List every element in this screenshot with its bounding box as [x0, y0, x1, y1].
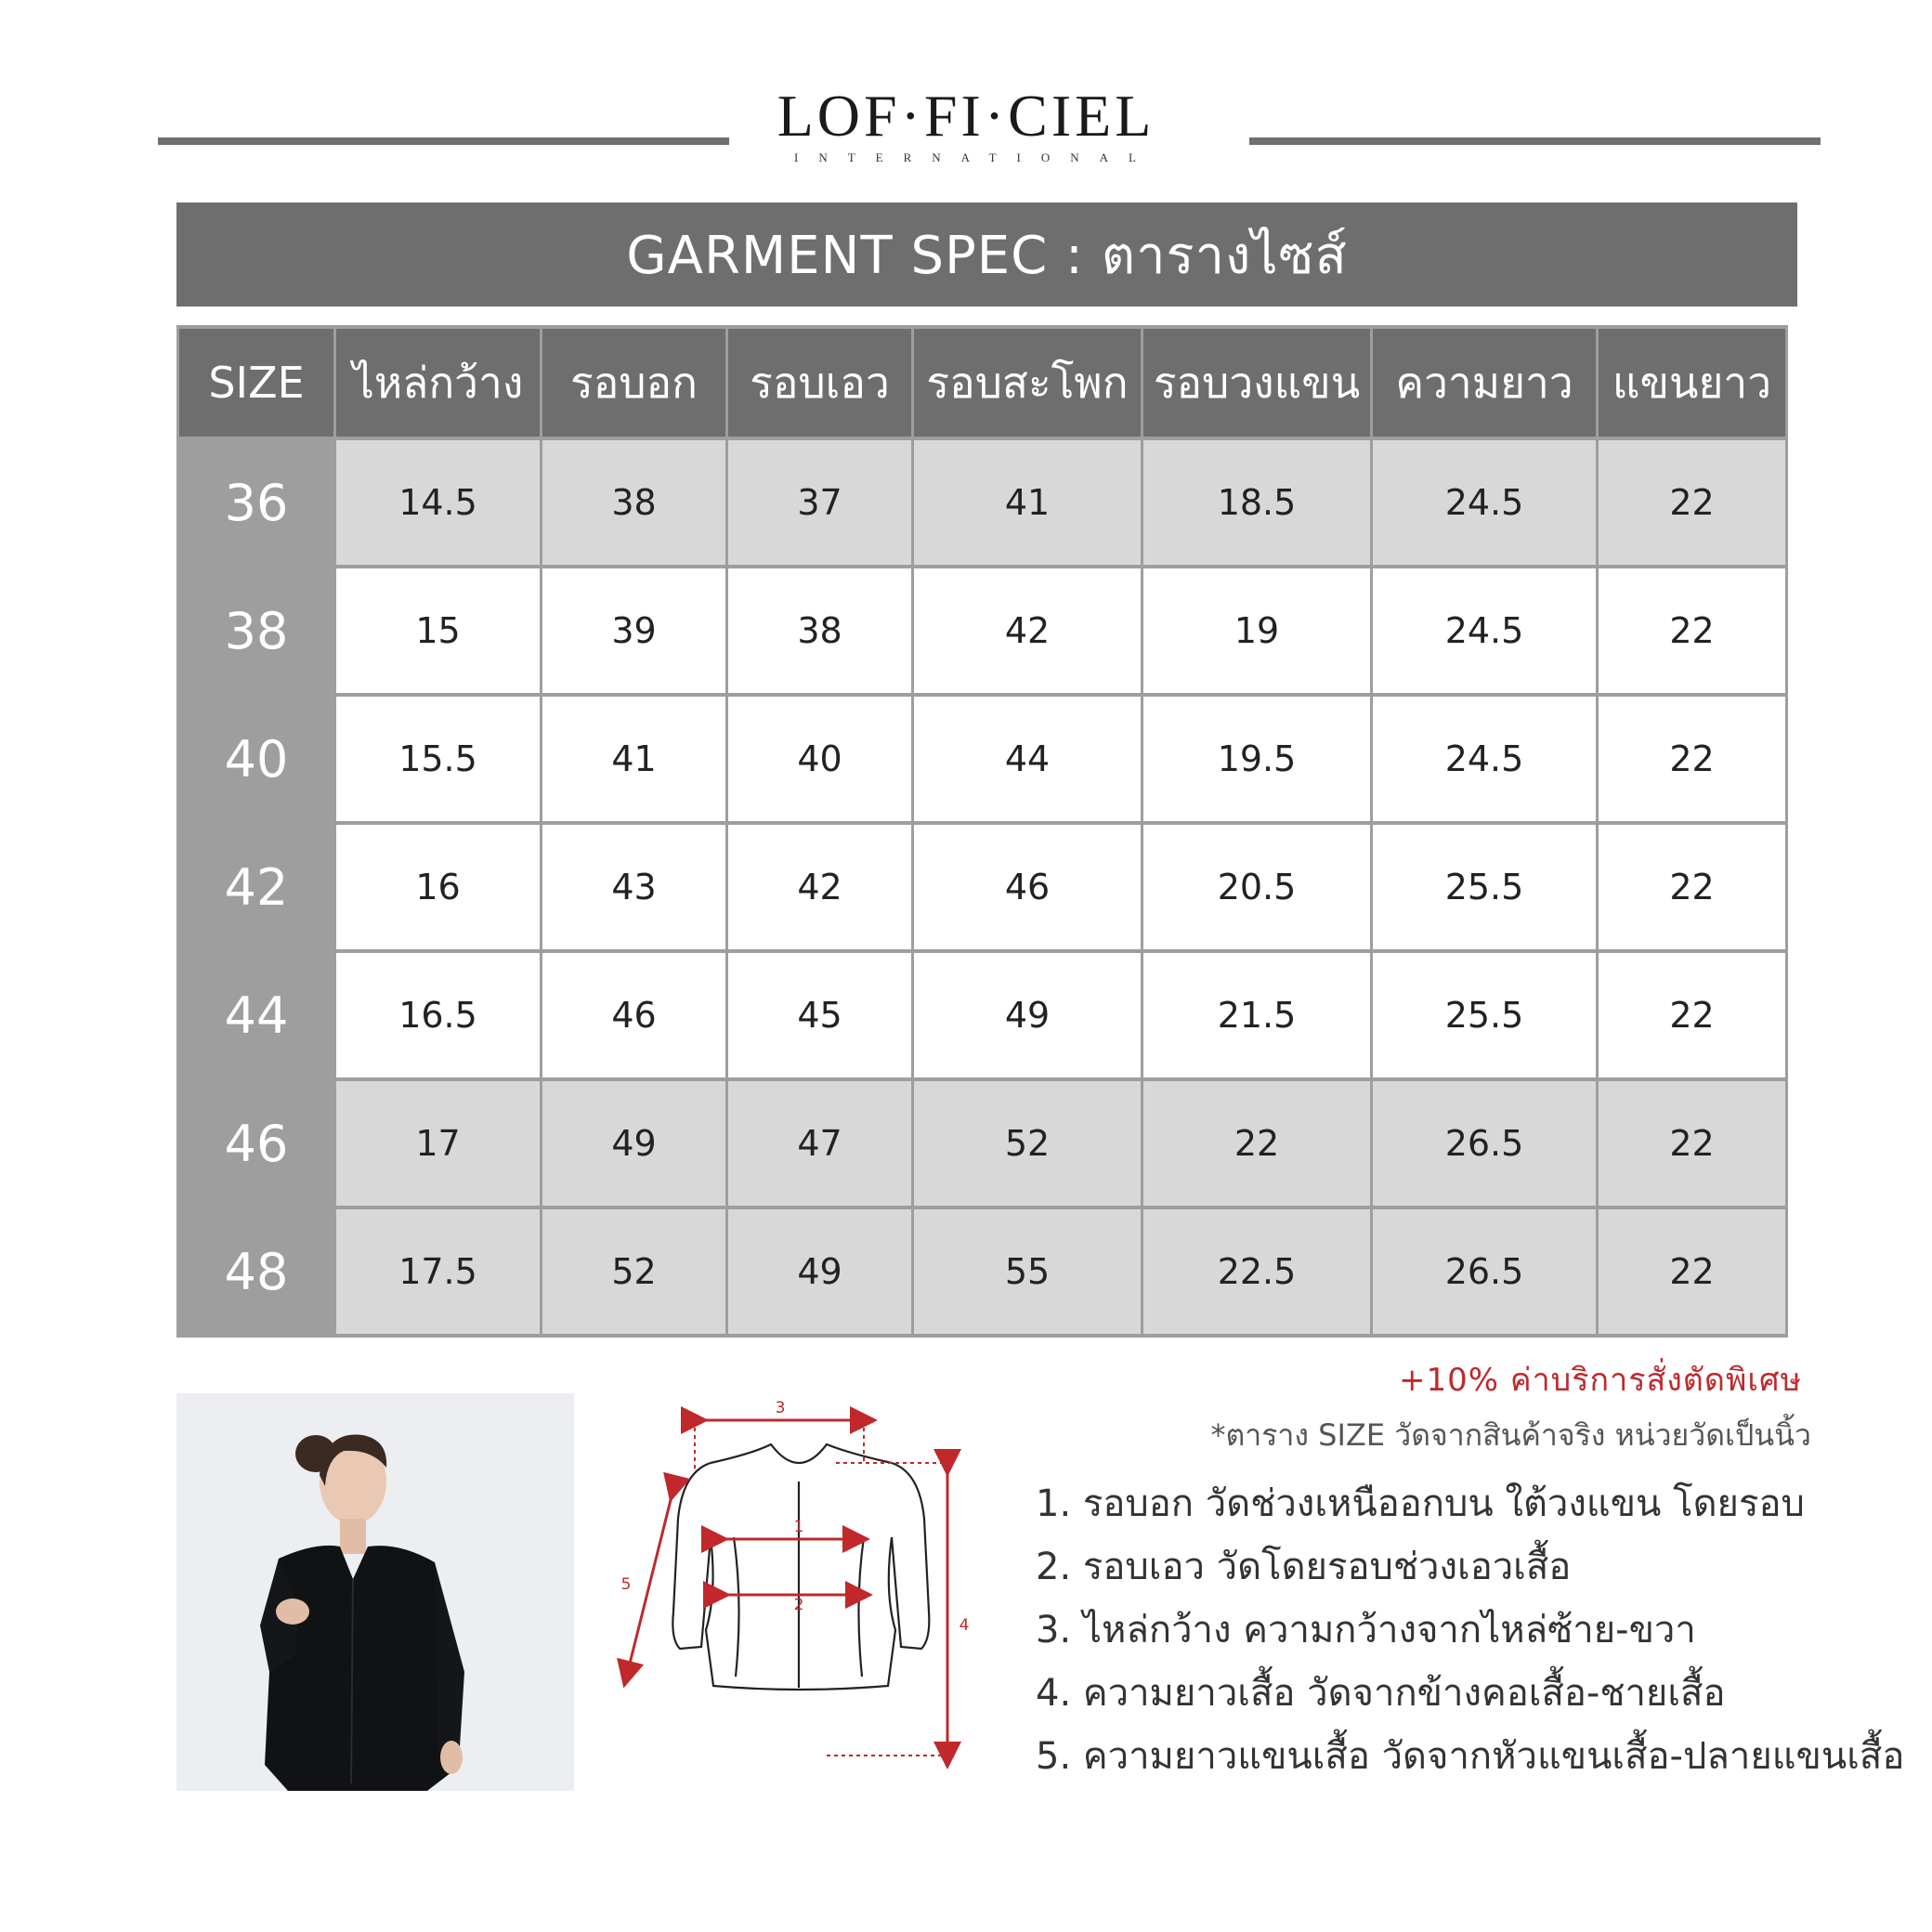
value-cell: 22: [1599, 1209, 1785, 1334]
model-photo: [176, 1393, 574, 1791]
header-rule-right: [1249, 137, 1821, 145]
value-cell: 17: [336, 1081, 540, 1206]
diagram-label-5: 5: [620, 1575, 632, 1594]
size-cell: 38: [179, 568, 333, 693]
measurement-notes: [1036, 1472, 1904, 1788]
value-cell: 52: [542, 1209, 725, 1334]
header-chest: รอบอก: [542, 329, 725, 437]
value-cell: 24.5: [1373, 440, 1596, 565]
page-title: GARMENT SPEC : ตารางไซส์: [176, 202, 1797, 307]
note-shoulder: 3. ไหล่กว้าง ความกว้างจากไหล่ซ้าย-ขวา: [1036, 1609, 1696, 1651]
header-sleeve: แขนยาว: [1599, 329, 1785, 437]
diagram-label-4: 4: [959, 1616, 970, 1635]
value-cell: 22: [1599, 825, 1785, 949]
value-cell: 24.5: [1373, 697, 1596, 821]
size-cell: 44: [179, 953, 333, 1077]
surcharge-note: +10% ค่าบริการสั่งตัดพิเศษ: [1398, 1362, 1802, 1399]
diagram-label-3: 3: [775, 1399, 786, 1417]
note-chest: 1. รอบอก วัดช่วงเหนืออกบน ใต้วงแขน โดยรอบ: [1036, 1482, 1805, 1525]
brand-subtitle: INTERNATIONAL: [794, 150, 1156, 164]
value-cell: 45: [728, 953, 911, 1077]
value-cell: 19.5: [1143, 697, 1370, 821]
value-cell: 38: [728, 568, 911, 693]
value-cell: 24.5: [1373, 568, 1596, 693]
value-cell: 26.5: [1373, 1081, 1596, 1206]
size-cell: 42: [179, 825, 333, 949]
note-waist: 2. รอบเอว วัดโดยรอบช่วงเอวเสื้อ: [1036, 1546, 1572, 1588]
value-cell: 52: [914, 1081, 1141, 1206]
value-cell: 46: [542, 953, 725, 1077]
value-cell: 15.5: [336, 697, 540, 821]
measurement-guides: [695, 1420, 947, 1756]
size-table: [176, 325, 1788, 1338]
value-cell: 15: [336, 568, 540, 693]
header-shoulder: ไหล่กว้าง: [336, 329, 540, 437]
value-cell: 22: [1143, 1081, 1370, 1206]
garment-diagram-svg: [613, 1398, 985, 1769]
size-cell: 46: [179, 1081, 333, 1206]
table-row: [179, 825, 1785, 949]
value-cell: 42: [914, 568, 1141, 693]
size-cell: 36: [179, 440, 333, 565]
table-row: [179, 1081, 1785, 1206]
value-cell: 42: [728, 825, 911, 949]
value-cell: 49: [542, 1081, 725, 1206]
value-cell: 22: [1599, 440, 1785, 565]
value-cell: 44: [914, 697, 1141, 821]
value-cell: 22: [1599, 953, 1785, 1077]
value-cell: 18.5: [1143, 440, 1370, 565]
header-hip: รอบสะโพก: [914, 329, 1141, 437]
value-cell: 20.5: [1143, 825, 1370, 949]
table-row: [179, 953, 1785, 1077]
table-row: [179, 697, 1785, 821]
value-cell: 16: [336, 825, 540, 949]
value-cell: 17.5: [336, 1209, 540, 1334]
measurement-footnote: *ตาราง SIZE วัดจากสินค้าจริง หน่วยวัดเป็นนิ้ว: [1210, 1417, 1811, 1453]
value-cell: 22: [1599, 568, 1785, 693]
table-row: [179, 440, 1785, 565]
model-photo-illustration: [176, 1393, 574, 1791]
size-cell: 48: [179, 1209, 333, 1334]
note-sleeve: 5. ความยาวแขนเสื้อ วัดจากหัวแขนเสื้อ-ปลายแขนเสื้อ: [1036, 1735, 1905, 1778]
table-header-row: [179, 329, 1785, 437]
value-cell: 21.5: [1143, 953, 1370, 1077]
table-row: [179, 1209, 1785, 1334]
value-cell: 38: [542, 440, 725, 565]
value-cell: 49: [728, 1209, 911, 1334]
value-cell: 41: [542, 697, 725, 821]
value-cell: 14.5: [336, 440, 540, 565]
brand-name: LOF·FI·CIEL: [777, 83, 1155, 149]
value-cell: 19: [1143, 568, 1370, 693]
garment-outline: [672, 1444, 929, 1690]
value-cell: 55: [914, 1209, 1141, 1334]
value-cell: 26.5: [1373, 1209, 1596, 1334]
value-cell: 25.5: [1373, 953, 1596, 1077]
header-size: SIZE: [179, 329, 333, 437]
value-cell: 22.5: [1143, 1209, 1370, 1334]
table-row: [179, 568, 1785, 693]
diagram-label-1: 1: [793, 1518, 804, 1536]
measurement-diagram: [613, 1398, 985, 1769]
value-cell: 41: [914, 440, 1141, 565]
value-cell: 16.5: [336, 953, 540, 1077]
brand-logo: [743, 84, 1189, 165]
header-length: ความยาว: [1373, 329, 1596, 437]
diagram-label-2: 2: [793, 1596, 804, 1614]
value-cell: 39: [542, 568, 725, 693]
value-cell: 37: [728, 440, 911, 565]
header-waist: รอบเอว: [728, 329, 911, 437]
header-rule-left: [158, 137, 729, 145]
value-cell: 49: [914, 953, 1141, 1077]
header-armhole: รอบวงแขน: [1143, 329, 1370, 437]
value-cell: 40: [728, 697, 911, 821]
value-cell: 46: [914, 825, 1141, 949]
value-cell: 22: [1599, 697, 1785, 821]
size-cell: 40: [179, 697, 333, 821]
value-cell: 22: [1599, 1081, 1785, 1206]
note-length: 4. ความยาวเสื้อ วัดจากข้างคอเสื้อ-ชายเสื้อ: [1036, 1672, 1726, 1715]
value-cell: 43: [542, 825, 725, 949]
value-cell: 47: [728, 1081, 911, 1206]
value-cell: 25.5: [1373, 825, 1596, 949]
